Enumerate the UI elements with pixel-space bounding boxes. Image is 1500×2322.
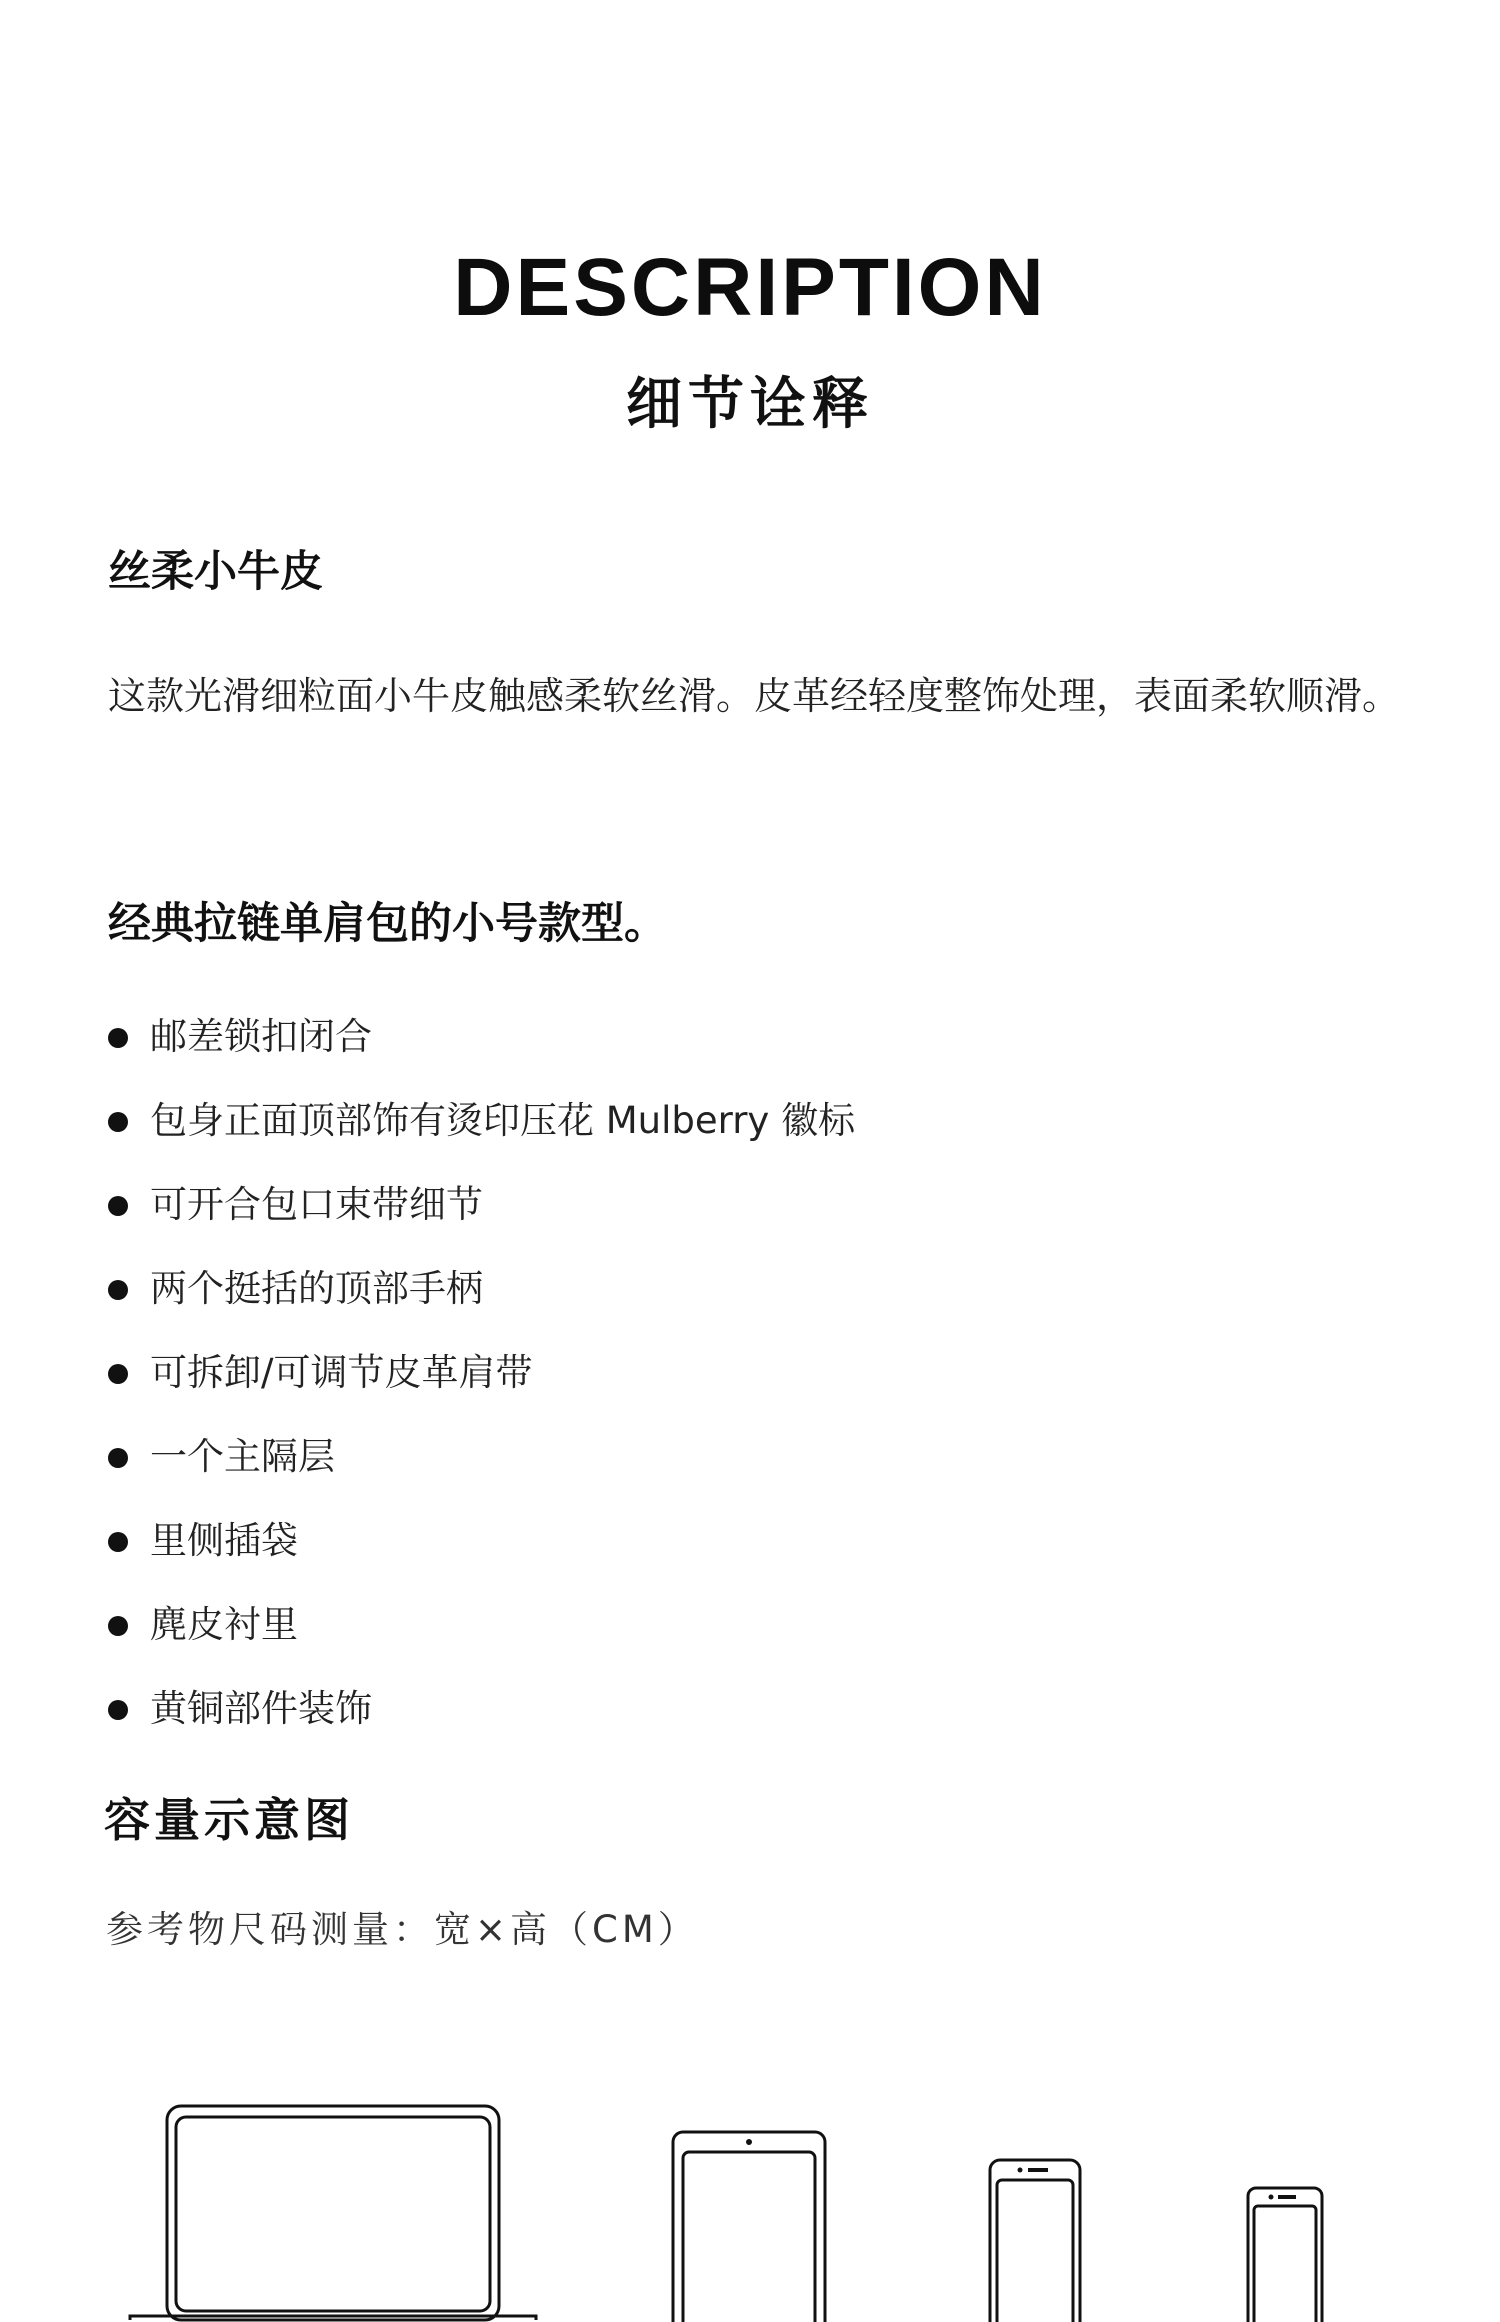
leather-description: 这款光滑细粒面小牛皮触感柔软丝滑。皮革经轻度整饰处理，表面柔软顺滑。 <box>108 674 1401 718</box>
tablet-icon <box>673 2132 825 2322</box>
list-item-text: 可开合包口束带细节 <box>150 1183 483 1226</box>
capacity-heading: 容量示意图 <box>104 1793 354 1847</box>
list-item-text: 包身正面顶部饰有烫印压花 Mulberry 徽标 <box>150 1099 856 1142</box>
phone-small-icon <box>1248 2188 1322 2322</box>
bullet-icon <box>108 1028 128 1048</box>
section-heading-leather: 丝柔小牛皮 <box>108 547 323 597</box>
list-item <box>108 1086 855 1170</box>
laptop-icon <box>130 2106 536 2320</box>
list-item-text: 黄铜部件装饰 <box>150 1687 372 1730</box>
list-item <box>108 1506 855 1590</box>
list-item <box>108 1590 855 1674</box>
list-item-text: 里侧插袋 <box>150 1519 298 1562</box>
capacity-note: 参考物尺码测量：宽×高（CM） <box>106 1908 699 1951</box>
bullet-icon <box>108 1700 128 1720</box>
list-item <box>108 1254 855 1338</box>
phone-large-icon <box>990 2160 1080 2322</box>
bullet-icon <box>108 1280 128 1300</box>
page-title-cn: 细节诠释 <box>626 372 874 437</box>
list-item-text: 可拆卸/可调节皮革肩带 <box>150 1351 533 1394</box>
bullet-icon <box>108 1532 128 1552</box>
section-heading-features: 经典拉链单肩包的小号款型。 <box>108 899 667 949</box>
page-title-en: DESCRIPTION <box>453 242 1047 333</box>
list-item-text: 邮差锁扣闭合 <box>150 1015 372 1058</box>
list-item <box>108 1422 855 1506</box>
capacity-devices <box>0 2090 1500 2322</box>
list-item-text: 麂皮衬里 <box>150 1603 298 1646</box>
bullet-icon <box>108 1616 128 1636</box>
list-item <box>108 1674 855 1758</box>
list-item <box>108 1170 855 1254</box>
list-item <box>108 1002 855 1086</box>
bullet-icon <box>108 1364 128 1384</box>
list-item <box>108 1338 855 1422</box>
bullet-icon <box>108 1448 128 1468</box>
feature-list <box>108 1002 855 1758</box>
list-item-text: 两个挺括的顶部手柄 <box>150 1267 483 1310</box>
bullet-icon <box>108 1112 128 1132</box>
list-item-text: 一个主隔层 <box>150 1435 335 1478</box>
bullet-icon <box>108 1196 128 1216</box>
